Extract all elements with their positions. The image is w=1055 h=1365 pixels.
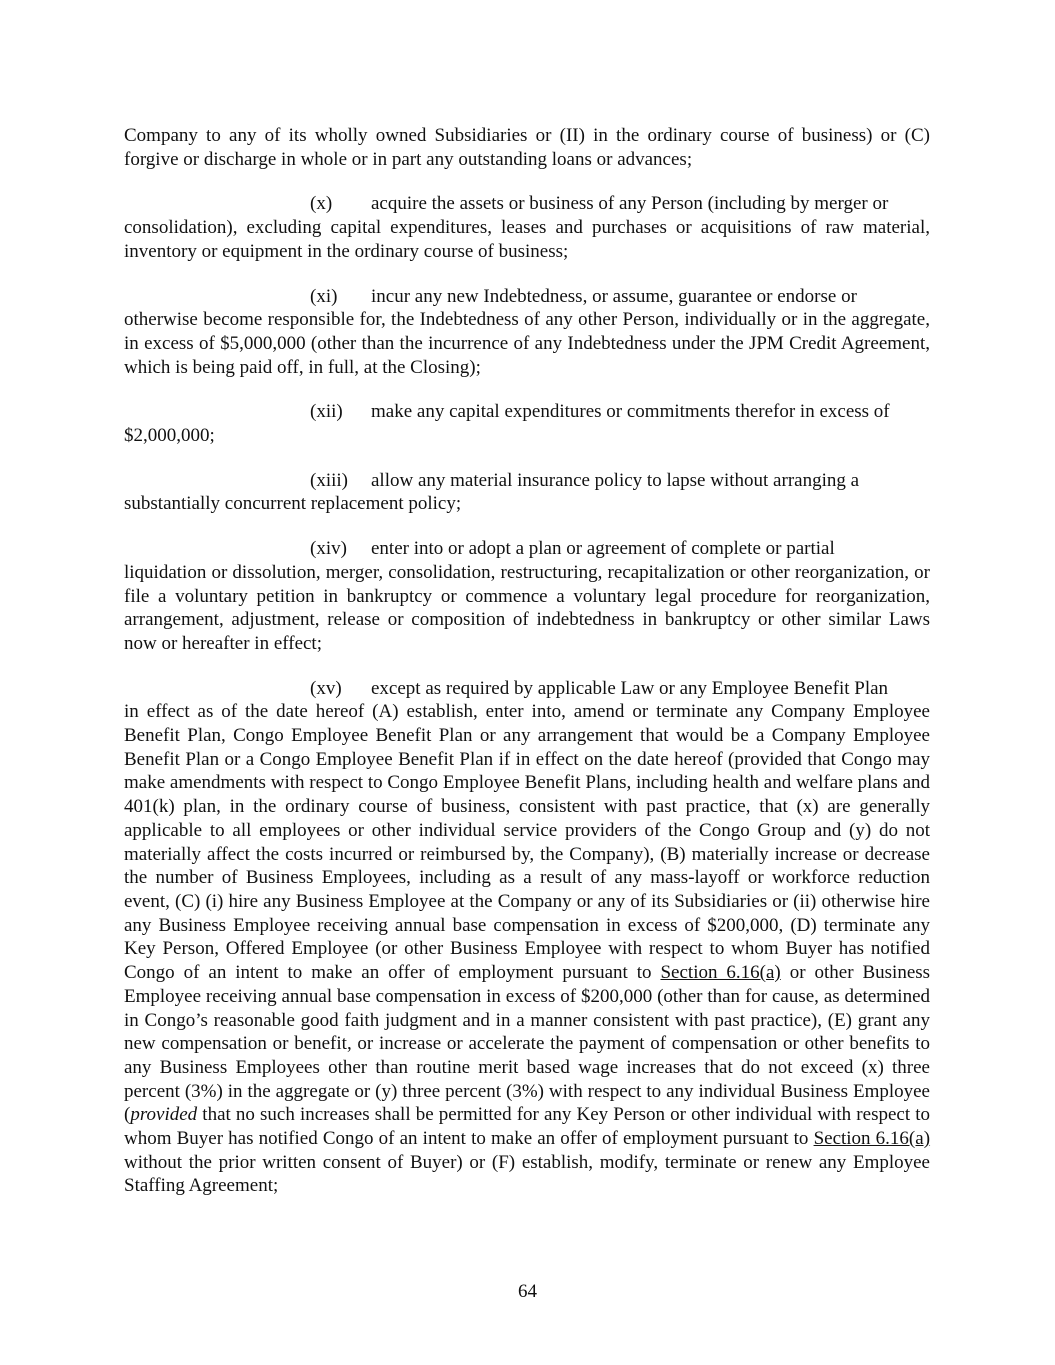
- clause-xiv-lead: enter into or adopt a plan or agreement of complete or partial: [371, 538, 835, 560]
- clause-xi-number: (xi): [310, 285, 338, 307]
- clause-x-lead: acquire the assets or business of any Person (including by merger or: [371, 193, 889, 215]
- clause-x-first-line: [124, 192, 930, 216]
- clause-xv: [124, 677, 930, 1198]
- clause-xii-number: (xii): [310, 401, 343, 423]
- clause-xii: [124, 400, 930, 447]
- page-number: 64: [518, 1281, 537, 1302]
- document-page: [124, 124, 930, 1219]
- clause-xiii-first-line: [124, 469, 930, 493]
- section-6-16a-reference-2[interactable]: Section 6.16(a): [813, 1128, 931, 1150]
- clause-xi-body: otherwise become responsible for, the Indebtedness of any other Person, individually or in the aggregate, in excess of $5,000,000 (other than the incurrence of any Indebtedness under the JPM Credit Agreement, which is being paid off, in full, at the Closing);: [124, 309, 930, 378]
- clause-x-number: (x): [310, 193, 333, 215]
- clause-xiv-number: (xiv): [310, 538, 347, 560]
- clause-xv-lead: except as required by applicable Law or any Employee Benefit Plan: [371, 677, 889, 699]
- clause-xiv-body: liquidation or dissolution, merger, consolidation, restructuring, recapitalization or other reorganization, or file a voluntary petition in bankruptcy or commence a voluntary legal procedure for reorganization, arrangement, adjustment, release or composition of indebtedness in bankruptcy or other similar Laws now or hereafter in effect;: [124, 561, 930, 654]
- continuation-paragraph: Company to any of its wholly owned Subsidiaries or (II) in the ordinary course of business) or (C) forgive or discharge in whole or in part any outstanding loans or advances;: [124, 125, 930, 170]
- clause-xi-lead: incur any new Indebtedness, or assume, guarantee or endorse or: [371, 285, 857, 307]
- clause-x: [124, 192, 930, 263]
- clause-xv-first-line: [124, 677, 930, 701]
- clause-xv-number: (xv): [310, 677, 342, 699]
- section-6-16a-reference[interactable]: Section 6.16(a): [660, 962, 781, 984]
- clause-xiii-body: substantially concurrent replacement policy;: [124, 493, 462, 515]
- clause-xi: [124, 285, 930, 380]
- clause-x-body: consolidation), excluding capital expenditures, leases and purchases or acquisitions of raw material, inventory or equipment in the ordinary course of business;: [124, 217, 930, 262]
- clause-xiv-first-line: [124, 537, 930, 561]
- clause-xiii: [124, 469, 930, 516]
- clause-xv-body-part1: in effect as of the date hereof (A) establish, enter into, amend or terminate any Company Employee Benefit Plan, Congo Employee Benefit Plan or any arrangement that would be a Company Employee Benefit Plan or a Congo Employee Benefit Plan if in effect on the date hereof (provided that Congo may make amendments with respect to Congo Employee Benefit Plans, including health and welfare plans and 401(k) plan, in the ordinary course of business, consistent with past practice, that (x) are generally applicable to all employees or other individual service providers of the Congo Group and (y) do not materially affect the costs incurred or reimbursed by, the Company), (B) materially increase or decrease the number of Business Employees, including as a result of any mass-layoff or workforce reduction event, (C) (i) hire any Business Employee at the Company or any of its Subsidiaries or (ii) otherwise hire any Business Employee receiving annual base compensation in excess of $200,000, (D) terminate any Key Person, Offered Employee (or other Business Employee with respect to whom Buyer has notified Congo of an intent to make an offer of employment pursuant to: [124, 701, 930, 984]
- clause-xii-lead: make any capital expenditures or commitments therefor in excess of: [371, 401, 890, 423]
- clause-xv-body-part4: without the prior written consent of Buyer) or (F) establish, modify, terminate or renew any Employee Staffing Agreement;: [124, 1151, 930, 1197]
- clause-xii-body: $2,000,000;: [124, 425, 215, 447]
- clause-xi-first-line: [124, 285, 930, 309]
- clause-xiii-number: (xiii): [310, 469, 348, 491]
- clause-xii-first-line: [124, 400, 930, 424]
- clause-xv-body-part3: that no such increases shall be permitted for any Key Person or other individual with respect to whom Buyer has notified Congo of an intent to make an offer of employment pursuant to: [124, 1104, 930, 1150]
- clause-xiv: [124, 537, 930, 656]
- provided-emphasis: provided: [130, 1104, 198, 1126]
- clause-xv-body-part2: or other Business Employee receiving annual base compensation in excess of $200,000 (other than for cause, as determined in Congo’s reasonable good faith judgment and in a manner consistent with past practice), (E) grant any new compensation or benefit, or increase or accelerate the payment of compensation or other benefits to any Business Employees other than routine merit based wage increases that do not exceed (x) three percent (3%) in the aggregate or (y) three percent (3%) with respect to any individual Business Employee (: [124, 962, 931, 1126]
- clause-xiii-lead: allow any material insurance policy to lapse without arranging a: [371, 469, 860, 491]
